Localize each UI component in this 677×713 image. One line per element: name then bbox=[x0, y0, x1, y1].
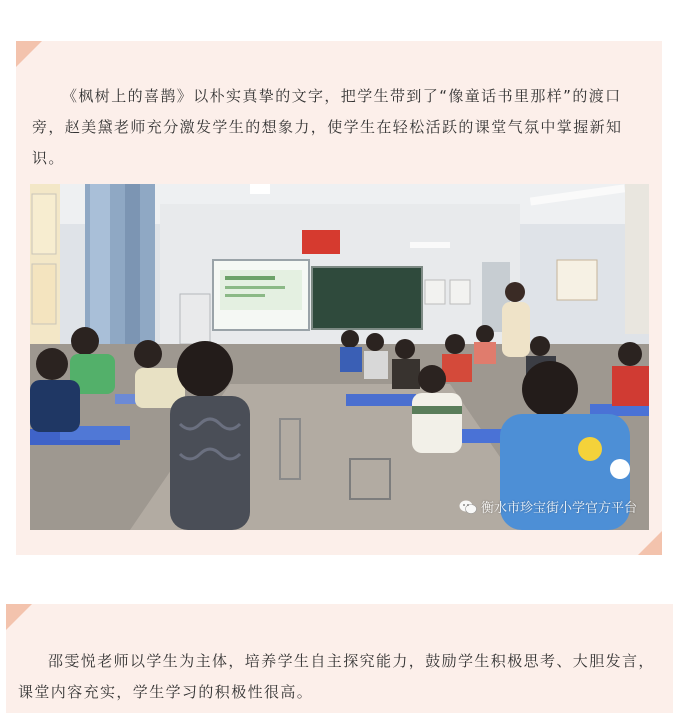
wechat-icon bbox=[459, 499, 477, 515]
article-paragraph-1: 《枫树上的喜鹊》以朴实真挚的文字，把学生带到了“像童话书里那样”的渡口旁，赵美黛老师充分激发学生的想象力，使学生在轻松活跃的课堂气氛中掌握新知识。 bbox=[32, 87, 623, 167]
classroom-photo bbox=[30, 184, 649, 530]
article-paragraph-2: 邵雯悦老师以学生为主体，培养学生自主探究能力，鼓励学生积极思考、大胆发言，课堂内容充实，学生学习的积极性很高。 bbox=[18, 652, 655, 701]
photo-watermark bbox=[459, 497, 637, 516]
corner-decoration-bottom-right bbox=[638, 531, 662, 555]
content-card-2 bbox=[6, 604, 673, 713]
corner-decoration-top-left bbox=[6, 604, 32, 630]
watermark-text: 衡水市珍宝街小学官方平台 bbox=[480, 501, 637, 516]
content-card-1 bbox=[16, 41, 662, 555]
corner-decoration-top-left bbox=[16, 41, 42, 67]
classroom-photo-illustration bbox=[30, 184, 649, 530]
